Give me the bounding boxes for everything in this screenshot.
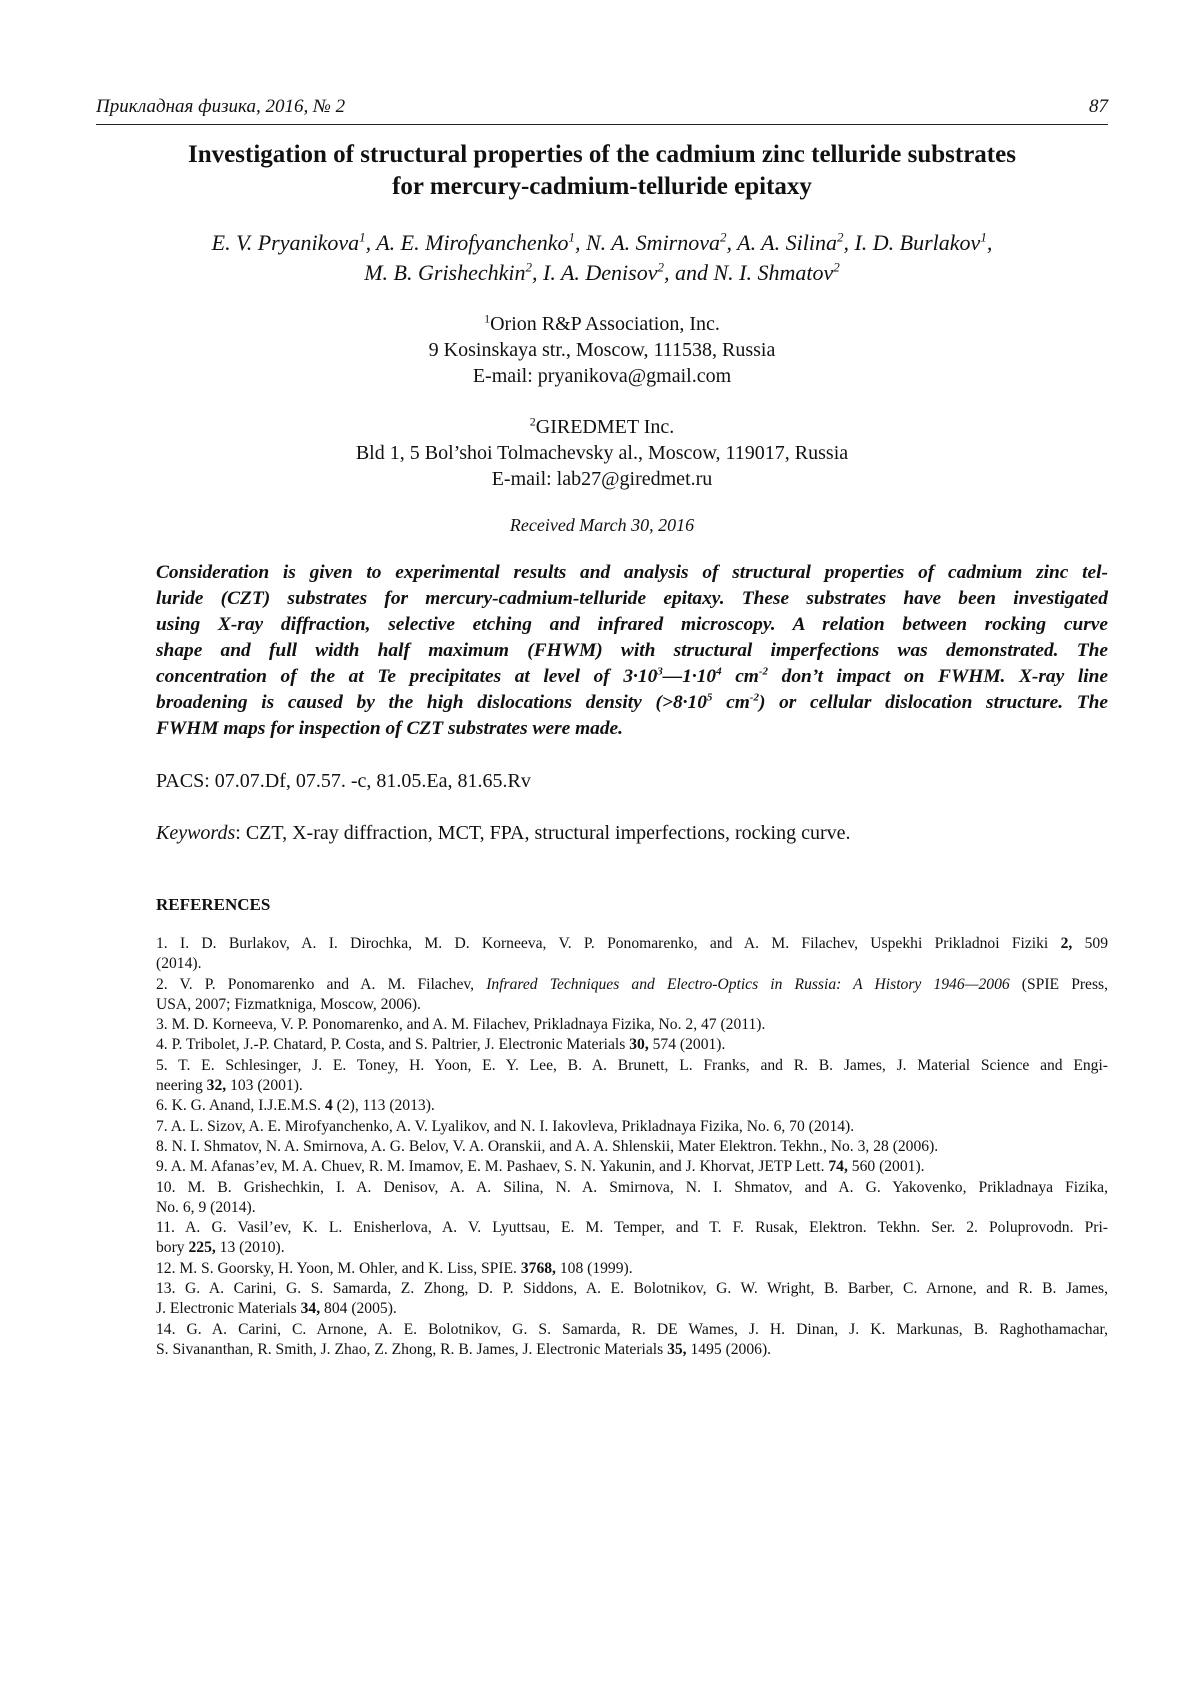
abstract-text: cm — [721, 666, 759, 687]
author-separator: , — [843, 230, 855, 255]
reference-6 — [156, 1096, 1108, 1116]
reference-text: 574 (2001). — [648, 1036, 726, 1054]
keywords-label: Keywords — [156, 822, 236, 844]
reference-list — [156, 934, 1108, 1360]
affiliation-org — [96, 414, 1108, 440]
author-affil-mark: 2 — [525, 259, 533, 275]
title-line-2: for mercury-cadmium-telluride epitaxy — [392, 173, 812, 200]
reference-text: 9. A. M. Afanas’ev, M. A. Chuev, R. M. Imamov, E. M. Pashaev, S. N. Yakunin, and J. Khorvat, JETP Lett. — [156, 1158, 829, 1176]
abstract-line — [156, 690, 1108, 716]
reference-line: 5. T. E. Schlesinger, J. E. Toney, H. Yoon, E. Y. Lee, B. A. Brunett, L. Franks, and R. B. James, J. Material Science and Engi- — [156, 1056, 1108, 1074]
reference-text: 2. V. P. Ponomarenko and A. M. Filachev, — [156, 975, 487, 993]
reference-line: No. 6, 9 (2014). — [156, 1198, 256, 1216]
author-affil-mark: 2 — [657, 259, 664, 275]
abstract-line: FWHM maps for inspection of CZT substrates were made. — [156, 718, 624, 739]
abstract-text: broadening is caused by the high dislocations density (>8·10 — [156, 692, 707, 713]
reference-text: (SPIE Press, — [1009, 975, 1109, 993]
affiliation-1 — [96, 311, 1108, 389]
affiliation-mark: 1 — [484, 311, 491, 326]
reference-volume: 2, — [1060, 935, 1073, 952]
reference-line — [156, 1096, 1108, 1116]
author-separator: , and — [664, 260, 714, 285]
title-line-1: Investigation of structural properties of the cadmium zinc telluride substrates — [188, 141, 1016, 168]
reference-7 — [156, 1117, 1108, 1137]
abstract-superscript: -2 — [749, 691, 759, 704]
reference-text: 6. K. G. Anand, I.J.E.M.S. — [156, 1097, 325, 1115]
reference-volume: 3768, — [520, 1259, 556, 1277]
reference-line: 3. M. D. Korneeva, V. P. Ponomarenko, and A. M. Filachev, Prikladnaya Fizika, No. 2, 47 (2011). — [156, 1016, 766, 1034]
reference-line: 10. M. B. Grishechkin, I. A. Denisov, A. A. Silina, N. A. Smirnova, N. I. Shmatov, and A. G. Yakovenko, Prikladnaya Fizika, — [156, 1178, 1108, 1196]
author-name: N. I. Shmatov — [713, 260, 834, 285]
reference-text: 1. I. D. Burlakov, A. I. Dirochka, M. D. Korneeva, V. P. Ponomarenko, and A. M. Filachev, Uspekhi Prikladnoi Fiziki — [156, 935, 1061, 952]
author-separator: , — [986, 230, 993, 255]
abstract-line: Consideration is given to experimental results and analysis of structural properties of cadmium zinc tel- — [156, 562, 1108, 583]
reference-3 — [156, 1015, 1108, 1035]
reference-line — [156, 934, 1108, 954]
reference-line: 7. A. L. Sizov, A. E. Mirofyanchenko, A. V. Lyalikov, and N. I. Iakovleva, Prikladnaya Fizika, No. 6, 70 (2014). — [156, 1117, 855, 1135]
reference-4 — [156, 1035, 1108, 1055]
affiliation-address: Bld 1, 5 Bol’shoi Tolmachevsky al., Moscow, 119017, Russia — [355, 442, 849, 464]
reference-line: 14. G. A. Carini, C. Arnone, A. E. Bolotnikov, G. S. Samarda, R. DE Wames, J. H. Dinan, J. K. Markunas, B. Raghothamachar, — [156, 1320, 1108, 1338]
affiliation-email: E-mail: lab27@giredmet.ru — [491, 468, 713, 490]
author-name: N. A. Smirnova — [585, 230, 721, 255]
page-number: 87 — [1089, 96, 1108, 117]
reference-book-title: Infrared Techniques and Electro-Optics in Russia: A History 1946—2006 — [486, 975, 1010, 993]
reference-volume: 74, — [828, 1158, 848, 1176]
abstract-line: using X-ray diffraction, selective etching and infrared microscopy. A relation between rocking curve — [156, 614, 1108, 635]
reference-13 — [156, 1279, 1108, 1320]
pacs-codes: PACS: 07.07.Df, 07.57. -c, 81.05.Ea, 81.65.Rv — [156, 770, 531, 792]
abstract — [156, 560, 1108, 742]
reference-line — [156, 975, 1108, 995]
reference-volume: 4 — [324, 1097, 333, 1115]
author-list — [96, 228, 1108, 288]
reference-volume: 225, — [188, 1239, 216, 1257]
abstract-superscript: 3 — [657, 665, 663, 678]
reference-9 — [156, 1157, 1108, 1177]
affiliation-mark: 2 — [529, 414, 536, 429]
abstract-text: cm — [712, 692, 750, 713]
reference-5 — [156, 1056, 1108, 1097]
reference-line: 13. G. A. Carini, G. S. Samarda, Z. Zhong, D. P. Siddons, A. E. Bolotnikov, G. W. Wright, B. Barber, C. Arnone, and R. B. James, — [156, 1280, 1108, 1298]
references-heading: REFERENCES — [156, 895, 271, 914]
affiliation-org — [96, 311, 1108, 337]
abstract-superscript: 4 — [716, 665, 722, 678]
reference-11 — [156, 1218, 1108, 1259]
reference-14 — [156, 1320, 1108, 1361]
abstract-line: shape and full width half maximum (FHWM) with structural imperfections was demonstrated. The — [156, 640, 1108, 661]
reference-volume: 30, — [629, 1036, 649, 1054]
author-separator: , — [532, 260, 544, 285]
reference-text: 103 (2001). — [226, 1077, 303, 1095]
author-separator: , — [365, 230, 377, 255]
author-affil-mark: 1 — [568, 229, 575, 245]
abstract-line — [156, 664, 1108, 690]
author-name: A. A. Silina — [737, 230, 837, 255]
author-line-1 — [96, 228, 1108, 258]
abstract-text: ) or cellular dislocation structure. The — [758, 692, 1108, 713]
author-affil-mark: 2 — [833, 259, 840, 275]
abstract-line: luride (CZT) substrates for mercury-cadmium-telluride epitaxy. These substrates have been investigated — [156, 588, 1108, 609]
reference-line: 8. N. I. Shmatov, N. A. Smirnova, A. G. Belov, V. A. Oranskii, and A. A. Shlenskii, Mater Elektron. Tekhn., No. 3, 28 (2006). — [156, 1137, 939, 1155]
reference-line — [156, 1259, 1108, 1279]
reference-line — [156, 1340, 1108, 1360]
reference-text: 509 — [1072, 935, 1109, 952]
author-affil-mark: 2 — [836, 229, 844, 245]
keywords-text: : CZT, X-ray diffraction, MCT, FPA, structural imperfections, rocking curve. — [235, 822, 851, 844]
reference-text: 108 (1999). — [555, 1259, 633, 1277]
reference-1 — [156, 934, 1108, 975]
reference-line — [156, 1157, 1108, 1177]
abstract-text: concentration of the at Te precipitates at level of 3·10 — [156, 666, 658, 687]
affiliation-address: 9 Kosinskaya str., Moscow, 111538, Russia — [428, 339, 776, 361]
reference-8 — [156, 1137, 1108, 1157]
received-date: Received March 30, 2016 — [509, 515, 695, 535]
author-name: I. A. Denisov — [543, 260, 658, 285]
author-name: E. V. Pryanikova — [211, 230, 360, 255]
author-separator: , — [574, 230, 586, 255]
affiliation-org-name: Orion R&P Association, Inc. — [490, 313, 720, 335]
header-rule — [96, 124, 1108, 125]
author-separator: , — [726, 230, 738, 255]
reference-line — [156, 1299, 1108, 1319]
reference-12 — [156, 1259, 1108, 1279]
affiliation-org-name: GIREDMET Inc. — [535, 416, 675, 438]
reference-text: bory — [156, 1239, 189, 1257]
keywords — [156, 822, 851, 845]
abstract-text: —1·10 — [662, 666, 717, 687]
reference-text: 1495 (2006). — [686, 1340, 772, 1358]
author-name: I. D. Burlakov — [854, 230, 981, 255]
abstract-text: don’t impact on FWHM. X-ray line — [768, 666, 1108, 687]
reference-text: J. Electronic Materials — [156, 1300, 301, 1318]
reference-text: 560 (2001). — [847, 1158, 925, 1176]
reference-text: 4. P. Tribolet, J.-P. Chatard, P. Costa, and S. Paltrier, J. Electronic Materials — [156, 1036, 630, 1054]
author-name: A. E. Mirofyanchenko — [376, 230, 569, 255]
reference-2 — [156, 975, 1108, 1016]
paper-title — [96, 139, 1108, 203]
affiliation-email: E-mail: pryanikova@gmail.com — [472, 365, 732, 387]
running-header — [96, 92, 1108, 118]
affiliation-2 — [96, 414, 1108, 492]
reference-line — [156, 1035, 1108, 1055]
abstract-superscript: -2 — [758, 665, 769, 678]
reference-volume: 35, — [667, 1340, 687, 1358]
reference-line — [156, 1076, 1108, 1096]
reference-volume: 32, — [206, 1077, 227, 1095]
reference-line — [156, 1238, 1108, 1258]
reference-text: S. Sivananthan, R. Smith, J. Zhao, Z. Zhong, R. B. James, J. Electronic Materials — [156, 1340, 668, 1358]
reference-text: 804 (2005). — [320, 1300, 397, 1318]
reference-text: (2), 113 (2013). — [332, 1097, 435, 1115]
author-affil-mark: 1 — [980, 229, 987, 245]
author-name: M. B. Grishechkin — [364, 260, 526, 285]
reference-line: USA, 2007; Fizmatkniga, Moscow, 2006). — [156, 995, 421, 1013]
reference-volume: 34, — [300, 1300, 321, 1318]
reference-line: (2014). — [156, 955, 202, 973]
author-affil-mark: 1 — [359, 229, 366, 245]
reference-text: neering — [156, 1077, 207, 1095]
author-line-2 — [96, 258, 1108, 288]
reference-10 — [156, 1178, 1108, 1219]
abstract-superscript: 5 — [706, 691, 713, 704]
reference-text: 13 (2010). — [215, 1239, 285, 1257]
reference-text: 12. M. S. Goorsky, H. Yoon, M. Ohler, and K. Liss, SPIE. — [156, 1259, 521, 1277]
author-affil-mark: 2 — [720, 229, 727, 245]
journal-name: Прикладная физика, 2016, № 2 — [96, 96, 346, 117]
reference-line: 11. A. G. Vasil’ev, K. L. Enisherlova, A. V. Lyuttsau, E. M. Temper, and T. F. Rusak, Elektron. Tekhn. Ser. 2. Poluprovodn. Pri- — [156, 1219, 1108, 1237]
